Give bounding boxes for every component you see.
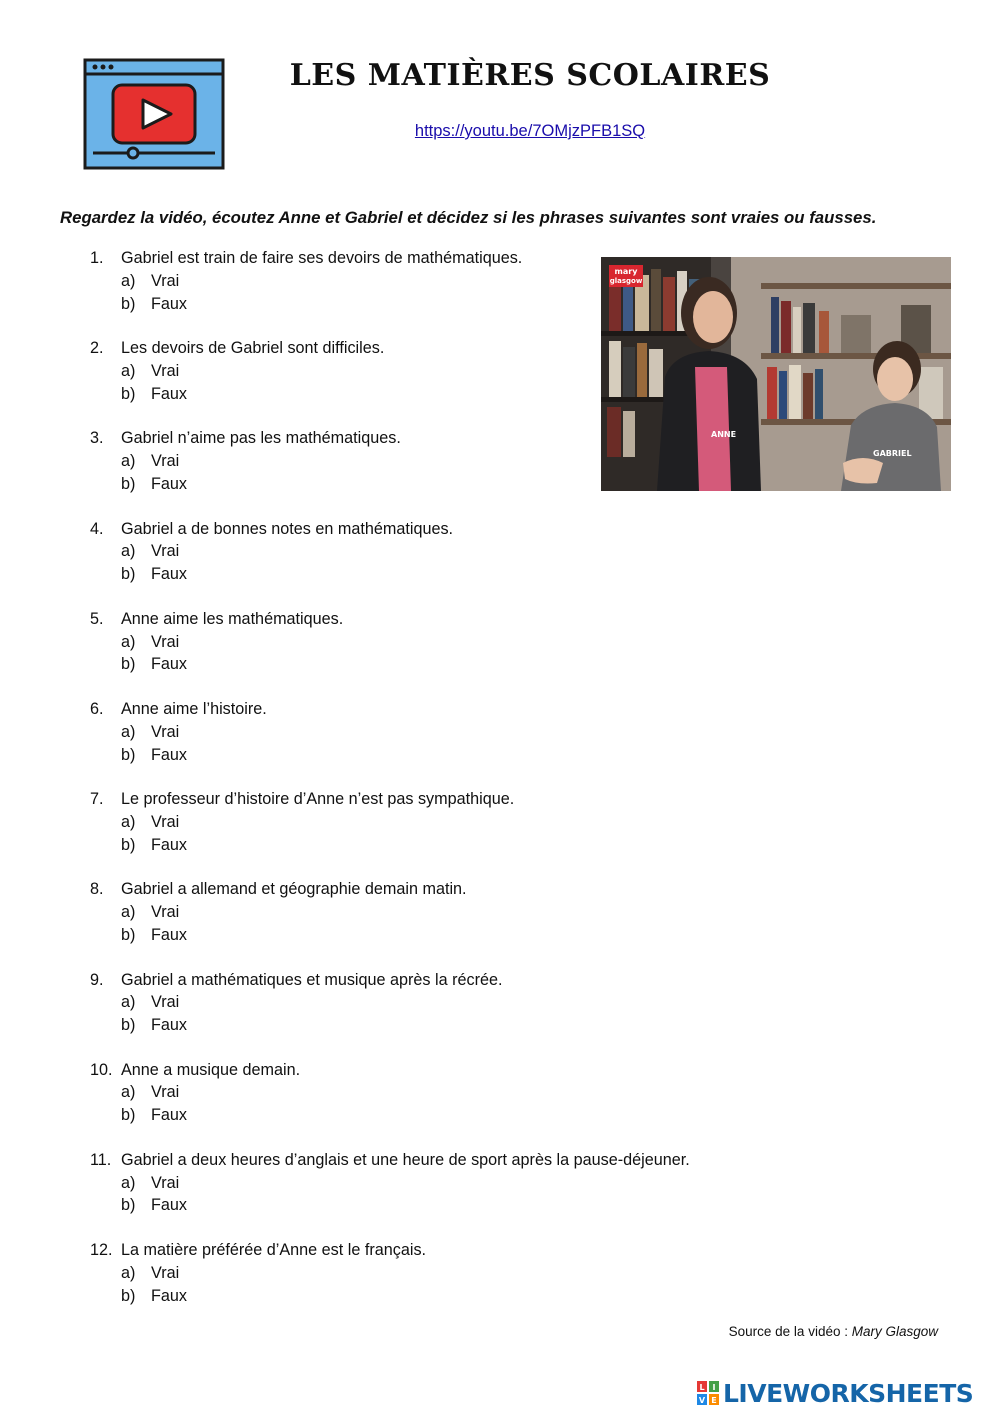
- option-label: Faux: [151, 925, 187, 944]
- option-label: Vrai: [151, 632, 180, 651]
- question-line: [90, 337, 750, 360]
- answer-option[interactable]: [121, 744, 750, 767]
- answer-option[interactable]: [121, 653, 750, 676]
- answer-option[interactable]: [121, 1262, 750, 1285]
- option-letter: a): [121, 722, 136, 741]
- option-letter: a): [121, 271, 136, 290]
- logo-letter-e: E: [711, 1396, 717, 1405]
- thumbnail-brand-bottom: glasgow: [609, 277, 643, 285]
- option-label: Vrai: [151, 542, 180, 561]
- question-line: [90, 1239, 750, 1262]
- option-label: Faux: [151, 1196, 187, 1215]
- option-letter: b): [121, 1106, 136, 1125]
- option-label: Faux: [151, 294, 187, 313]
- answer-option[interactable]: [121, 383, 750, 406]
- option-letter: a): [121, 1083, 136, 1102]
- question-text: Anne aime les mathématiques.: [121, 609, 344, 628]
- answer-option[interactable]: [121, 991, 750, 1014]
- option-letter: a): [121, 452, 136, 471]
- answer-option[interactable]: [121, 721, 750, 744]
- question-line: [90, 788, 750, 811]
- answer-option[interactable]: [121, 563, 750, 586]
- option-label: Faux: [151, 474, 187, 493]
- option-label: Faux: [151, 655, 187, 674]
- answer-options: [90, 450, 750, 496]
- option-label: Faux: [151, 1286, 187, 1305]
- option-letter: a): [121, 812, 136, 831]
- answer-option[interactable]: [121, 1172, 750, 1195]
- option-letter: a): [121, 361, 136, 380]
- question-line: [90, 608, 750, 631]
- logo-letter-i: I: [712, 1383, 716, 1392]
- question-item: [90, 518, 750, 608]
- question-number: 5.: [90, 609, 104, 628]
- question-item: [90, 1059, 750, 1149]
- option-label: Vrai: [151, 903, 180, 922]
- question-number: 10.: [90, 1060, 113, 1079]
- answer-option[interactable]: [121, 1081, 750, 1104]
- question-text: Les devoirs de Gabriel sont difficiles.: [121, 339, 385, 358]
- option-letter: a): [121, 1173, 136, 1192]
- answer-option[interactable]: [121, 1285, 750, 1308]
- question-item: [90, 969, 750, 1059]
- question-text: Gabriel a de bonnes notes en mathématiques.: [121, 519, 454, 538]
- option-letter: b): [121, 1286, 136, 1305]
- option-label: Vrai: [151, 1173, 180, 1192]
- answer-options: [90, 1172, 750, 1218]
- question-line: [90, 247, 750, 270]
- question-text: Gabriel a deux heures d’anglais et une heure de sport après la pause-déjeuner.: [121, 1150, 690, 1169]
- thumbnail-brand-top: mary: [614, 267, 638, 276]
- question-line: [90, 969, 750, 992]
- answer-option[interactable]: [121, 360, 750, 383]
- answer-options: [90, 991, 750, 1037]
- answer-option[interactable]: [121, 834, 750, 857]
- page-title: LES MATIÈRES SCOLAIRES: [289, 58, 771, 93]
- logo-letter-v: V: [698, 1396, 706, 1405]
- option-letter: b): [121, 294, 136, 313]
- answer-option[interactable]: [121, 450, 750, 473]
- question-item: [90, 878, 750, 968]
- answer-option[interactable]: [121, 270, 750, 293]
- answer-options: [90, 360, 750, 406]
- answer-options: [90, 721, 750, 767]
- option-letter: b): [121, 745, 136, 764]
- answer-options: [90, 540, 750, 586]
- option-letter: b): [121, 925, 136, 944]
- option-label: Faux: [151, 835, 187, 854]
- instructions: Regardez la vidéo, écoutez Anne et Gabriel et décidez si les phrases suivantes sont vraies ou fausses.: [60, 208, 877, 227]
- answer-options: [90, 1081, 750, 1127]
- source-prefix: Source de la vidéo :: [728, 1324, 852, 1339]
- question-item: [90, 1149, 750, 1239]
- question-item: [90, 608, 750, 698]
- question-item: [90, 1239, 750, 1329]
- source-name: Mary Glasgow: [851, 1324, 938, 1339]
- option-label: Faux: [151, 1106, 187, 1125]
- question-number: 6.: [90, 699, 104, 718]
- answer-option[interactable]: [121, 1014, 750, 1037]
- answer-options: [90, 901, 750, 947]
- video-link[interactable]: https://youtu.be/7OMjzPFB1SQ: [414, 122, 646, 140]
- option-label: Faux: [151, 565, 187, 584]
- option-letter: a): [121, 1263, 136, 1282]
- option-letter: b): [121, 474, 136, 493]
- video-player-icon: [83, 58, 225, 170]
- answer-options: [90, 631, 750, 677]
- option-letter: b): [121, 1196, 136, 1215]
- option-label: Vrai: [151, 812, 180, 831]
- option-letter: a): [121, 542, 136, 561]
- question-item: [90, 788, 750, 878]
- option-label: Vrai: [151, 1263, 180, 1282]
- option-label: Vrai: [151, 722, 180, 741]
- question-text: Le professeur d’histoire d’Anne n’est pas sympathique.: [121, 790, 515, 809]
- question-number: 11.: [90, 1150, 112, 1169]
- question-number: 8.: [90, 880, 104, 899]
- answer-options: [90, 270, 750, 316]
- option-letter: b): [121, 655, 136, 674]
- question-number: 3.: [90, 429, 104, 448]
- answer-option[interactable]: [121, 901, 750, 924]
- question-line: [90, 518, 750, 541]
- question-text: Gabriel est train de faire ses devoirs de mathématiques.: [121, 249, 523, 267]
- question-number: 7.: [90, 790, 104, 809]
- thumbnail-label-gabriel: GABRIEL: [873, 449, 912, 458]
- question-line: [90, 698, 750, 721]
- question-number: 9.: [90, 970, 104, 989]
- question-text: Gabriel a allemand et géographie demain matin.: [121, 880, 467, 899]
- question-text: Anne a musique demain.: [121, 1060, 301, 1079]
- question-number: 12.: [90, 1241, 113, 1260]
- option-letter: a): [121, 632, 136, 651]
- answer-option[interactable]: [121, 924, 750, 947]
- answer-option[interactable]: [121, 1104, 750, 1127]
- question-text: La matière préférée d’Anne est le français.: [121, 1241, 427, 1260]
- question-item: [90, 698, 750, 788]
- option-label: Vrai: [151, 1083, 180, 1102]
- question-item: [90, 337, 750, 427]
- video-source: [729, 1324, 938, 1339]
- option-label: Vrai: [151, 271, 180, 290]
- liveworksheets-logo-icon: [697, 1381, 719, 1405]
- answer-option[interactable]: [121, 631, 750, 654]
- question-text: Anne aime l’histoire.: [121, 699, 267, 718]
- question-line: [90, 878, 750, 901]
- answer-option[interactable]: [121, 293, 750, 316]
- option-letter: b): [121, 384, 136, 403]
- option-label: Faux: [151, 384, 187, 403]
- question-text: Gabriel a mathématiques et musique après la récrée.: [121, 970, 503, 989]
- question-item: [90, 427, 750, 517]
- question-list: [90, 247, 750, 1329]
- option-letter: b): [121, 835, 136, 854]
- answer-option[interactable]: [121, 540, 750, 563]
- option-label: Faux: [151, 745, 187, 764]
- option-letter: a): [121, 993, 136, 1012]
- question-number: 4.: [90, 519, 104, 538]
- question-text: Gabriel n’aime pas les mathématiques.: [121, 429, 401, 448]
- thumbnail-label-anne: ANNE: [711, 430, 737, 439]
- question-line: [90, 427, 750, 450]
- answer-option[interactable]: [121, 811, 750, 834]
- option-letter: a): [121, 903, 136, 922]
- liveworksheets-brand[interactable]: [697, 1378, 973, 1408]
- answer-options: [90, 1262, 750, 1308]
- logo-letter-l: L: [699, 1383, 705, 1392]
- question-item: [90, 247, 750, 337]
- option-label: Vrai: [151, 993, 180, 1012]
- option-label: Vrai: [151, 452, 180, 471]
- option-label: Vrai: [151, 361, 180, 380]
- option-label: Faux: [151, 1016, 187, 1035]
- answer-option[interactable]: [121, 473, 750, 496]
- option-letter: b): [121, 565, 136, 584]
- answer-options: [90, 811, 750, 857]
- option-letter: b): [121, 1016, 136, 1035]
- answer-option[interactable]: [121, 1194, 750, 1217]
- question-line: [90, 1149, 750, 1172]
- question-number: 2.: [90, 339, 104, 358]
- liveworksheets-text: LIVEWORKSHEETS: [723, 1378, 974, 1408]
- question-line: [90, 1059, 750, 1082]
- question-number: 1.: [90, 249, 104, 267]
